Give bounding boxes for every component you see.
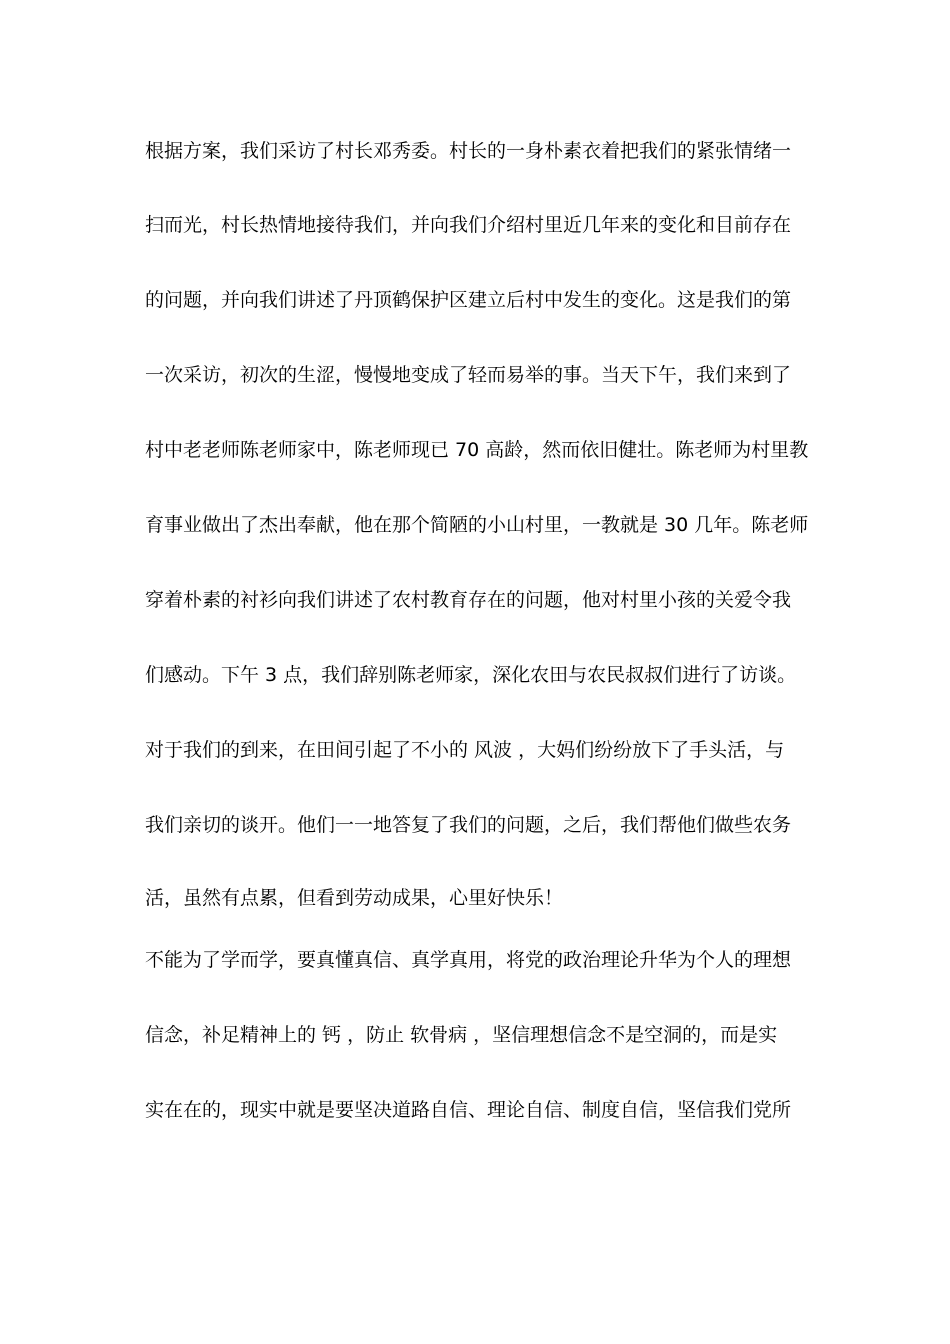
paragraph-line: 实在在的，现实中就是要坚决道路自信、理论自信、制度自信，坚信我们党所 [145,1099,792,1121]
paragraph-line: 扫而光，村长热情地接待我们，并向我们介绍村里近几年来的变化和目前存在 [145,214,792,236]
paragraph-line: 一次采访，初次的生涩，慢慢地变成了轻而易举的事。当天下午，我们来到了 [145,364,792,386]
paragraph-line: 根据方案，我们采访了村长邓秀委。村长的一身朴素衣着把我们的紧张情绪一 [145,140,792,162]
paragraph-line: 们感动。下午 3 点，我们辞别陈老师家，深化农田与农民叔叔们进行了访谈。 [145,664,797,686]
paragraph-line: 穿着朴素的衬衫向我们讲述了农村教育存在的问题，他对村里小孩的关爱令我 [145,589,792,611]
paragraph-line: 育事业做出了杰出奉献，他在那个简陋的小山村里，一教就是 30 几年。陈老师 [145,514,809,536]
paragraph-line: 我们亲切的谈开。他们一一地答复了我们的问题，之后，我们帮他们做些农务 [145,814,792,836]
paragraph-line: 不能为了学而学，要真懂真信、真学真用，将党的政治理论升华为个人的理想 [145,949,792,971]
paragraph-line: 对于我们的到来，在田间引起了不小的 风波 ，大妈们纷纷放下了手头活，与 [145,739,785,761]
paragraph-line: 活，虽然有点累，但看到劳动成果，心里好快乐！ [145,887,564,909]
paragraph-line: 村中老老师陈老师家中，陈老师现已 70 高龄，然而依旧健壮。陈老师为村里教 [145,439,809,461]
paragraph-line: 的问题，并向我们讲述了丹顶鹤保护区建立后村中发生的变化。这是我们的第 [145,289,792,311]
paragraph-line: 信念，补足精神上的 钙 ，防止 软骨病 ，坚信理想信念不是空洞的，而是实 [145,1024,778,1046]
